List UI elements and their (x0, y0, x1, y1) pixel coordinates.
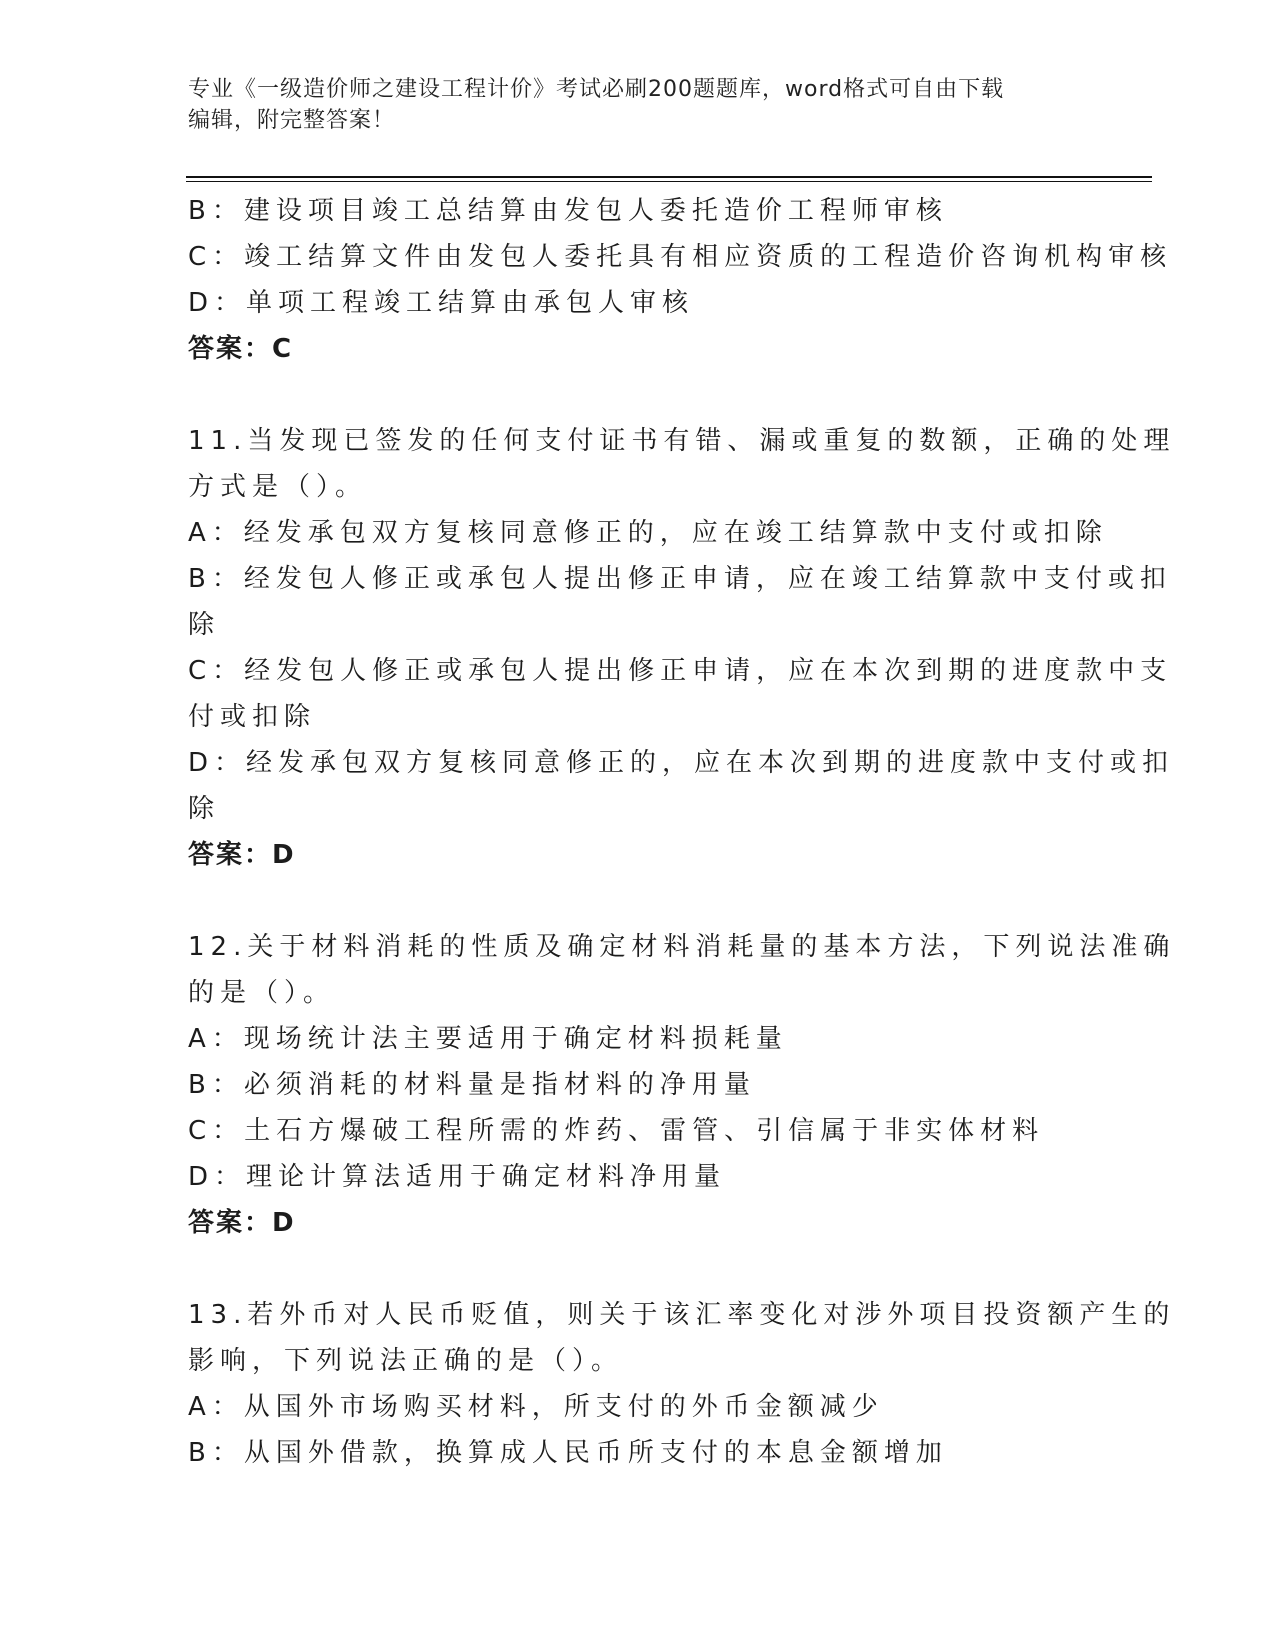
page-header (188, 74, 1068, 136)
q11-option-b-line1: B：经发包人修正或承包人提出修正申请，应在竣工结算款中支付或扣 (188, 564, 1172, 594)
q11-option-b-line2: 除 (188, 610, 221, 640)
question-12 (188, 924, 1176, 1246)
q11-stem-line1: 11.当发现已签发的任何支付证书有错、漏或重复的数额，正确的处理 (188, 426, 1176, 456)
q10-answer: 答案：C (188, 334, 294, 364)
header-title-line1: 专业《一级造价师之建设工程计价》考试必刷200题题库，word格式可自由下载 (188, 77, 1005, 102)
q13-stem-line1: 13.若外币对人民币贬值，则关于该汇率变化对涉外项目投资额产生的 (188, 1300, 1176, 1330)
q13-option-b: B：从国外借款，换算成人民币所支付的本息金额增加 (188, 1438, 948, 1468)
q13-option-a: A：从国外市场购买材料，所支付的外币金额减少 (188, 1392, 884, 1422)
spacer (188, 1246, 1078, 1292)
q12-stem-line2: 的是（）。 (188, 978, 336, 1008)
spacer (188, 372, 1078, 418)
header-divider-thin (186, 181, 1152, 182)
q12-stem-line1: 12.关于材料消耗的性质及确定材料消耗量的基本方法，下列说法准确 (188, 932, 1176, 962)
q11-option-c-line2: 付或扣除 (188, 702, 317, 732)
question-13 (188, 1292, 1176, 1476)
header-divider-thick (186, 176, 1152, 178)
q12-option-b: B：必须消耗的材料量是指材料的净用量 (188, 1070, 756, 1100)
q11-option-d-line2: 除 (188, 794, 221, 824)
q10-option-d: D：单项工程竣工结算由承包人审核 (188, 288, 695, 318)
q11-option-a: A：经发承包双方复核同意修正的，应在竣工结算款中支付或扣除 (188, 518, 1108, 548)
q11-stem-line2: 方式是（）。 (188, 472, 368, 502)
q12-answer: 答案：D (188, 1208, 296, 1238)
q12-option-c: C：土石方爆破工程所需的炸药、雷管、引信属于非实体材料 (188, 1116, 1045, 1146)
q11-option-d-line1: D：经发承包双方复核同意修正的，应在本次到期的进度款中支付或扣 (188, 748, 1175, 778)
question-11 (188, 418, 1176, 878)
q11-option-c-line1: C：经发包人修正或承包人提出修正申请，应在本次到期的进度款中支 (188, 656, 1173, 686)
q12-option-d: D：理论计算法适用于确定材料净用量 (188, 1162, 727, 1192)
q13-stem-line2: 影响，下列说法正确的是（）。 (188, 1346, 624, 1376)
spacer (188, 878, 1078, 924)
question-10 (188, 188, 1173, 372)
q12-option-a: A：现场统计法主要适用于确定材料损耗量 (188, 1024, 788, 1054)
document-body (188, 188, 1176, 1476)
q10-option-b: B：建设项目竣工总结算由发包人委托造价工程师审核 (188, 196, 948, 226)
q10-option-c: C：竣工结算文件由发包人委托具有相应资质的工程造价咨询机构审核 (188, 242, 1173, 272)
q11-answer: 答案：D (188, 840, 296, 870)
header-title-line2: 编辑，附完整答案！ (188, 108, 396, 133)
